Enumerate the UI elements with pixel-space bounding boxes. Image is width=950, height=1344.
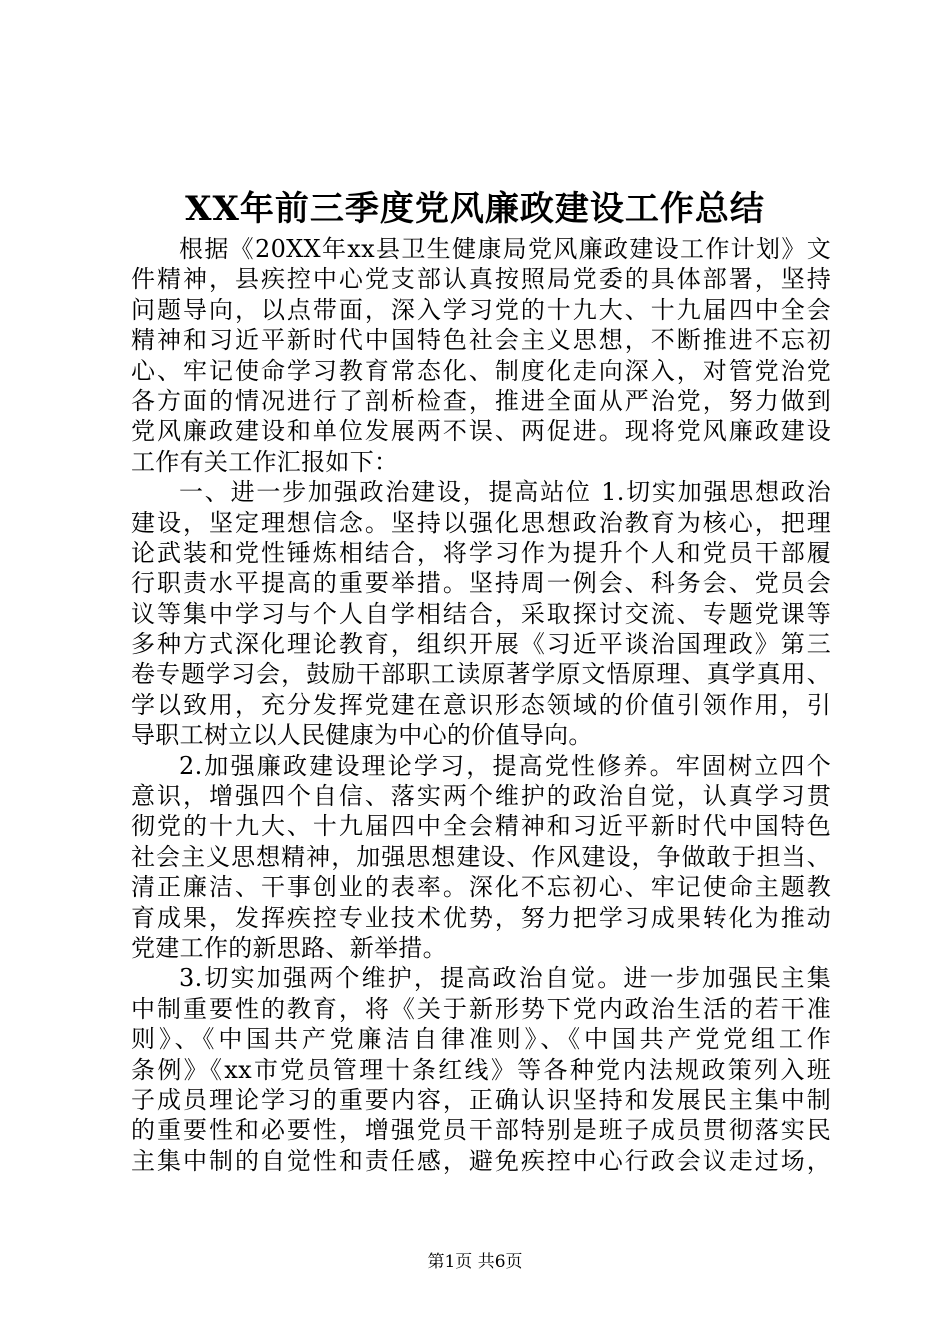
text-line: 心、牢记使命学习教育常态化、制度化走向深入，对管党治党 (131, 356, 831, 385)
text-line: 件精神，县疾控中心党支部认真按照局党委的具体部署，坚持 (131, 265, 831, 294)
document-title: XX年前三季度党风廉政建设工作总结 (185, 189, 765, 229)
text-line: 各方面的情况进行了剖析检查，推进全面从严治党，努力做到 (131, 386, 831, 415)
text-line: 根据《20XX年xx县卫生健康局党风廉政建设工作计划》文 (179, 235, 831, 263)
text-line: 论武装和党性锤炼相结合，将学习作为提升个人和党员干部履 (131, 538, 831, 567)
text-line: 中制重要性的教育，将《关于新形势下党内政治生活的若干准 (131, 994, 831, 1023)
text-line: 问题导向，以点带面，深入学习党的十九大、十九届四中全会 (131, 295, 831, 324)
page-footer: 第1页 共6页 (427, 1252, 523, 1272)
text-line: 条例》《xx市党员管理十条红线》等各种党内法规政策列入班 (131, 1055, 831, 1084)
text-line: 社会主义思想精神，加强思想建设、作风建设，争做敢于担当、 (131, 842, 831, 871)
text-line: 行职责水平提高的重要举措。坚持周一例会、科务会、党员会 (131, 569, 831, 598)
text-line: 2.加强廉政建设理论学习，提高党性修养。牢固树立四个 (179, 751, 831, 780)
document-body (131, 234, 831, 1176)
text-line: 意识，增强四个自信、落实两个维护的政治自觉，认真学习贯 (131, 782, 831, 811)
text-line: 卷专题学习会，鼓励干部职工读原著学原文悟原理、真学真用、 (131, 660, 831, 689)
text-line: 建设，坚定理想信念。坚持以强化思想政治教育为核心，把理 (131, 508, 831, 537)
text-line: 彻党的十九大、十九届四中全会精神和习近平新时代中国特色 (131, 812, 831, 841)
text-line: 精神和习近平新时代中国特色社会主义思想，不断推进不忘初 (131, 326, 831, 355)
text-line: 主集中制的自觉性和责任感，避免疾控中心行政会议走过场， (131, 1146, 831, 1175)
text-line: 工作有关工作汇报如下： (131, 447, 399, 476)
text-line: 多种方式深化理论教育，组织开展《习近平谈治国理政》第三 (131, 630, 831, 659)
text-line: 学以致用，充分发挥党建在意识形态领域的价值引领作用，引 (131, 690, 831, 719)
text-line: 的重要性和必要性，增强党员干部特别是班子成员贯彻落实民 (131, 1116, 831, 1145)
text-line: 3.切实加强两个维护，提高政治自觉。进一步加强民主集 (179, 964, 831, 993)
text-line: 一、进一步加强政治建设，提高站位 1.切实加强思想政治 (179, 478, 831, 507)
text-line: 议等集中学习与个人自学相结合，采取探讨交流、专题党课等 (131, 599, 831, 628)
text-line: 则》、《中国共产党廉洁自律准则》、《中国共产党党组工作 (131, 1025, 831, 1054)
text-line: 子成员理论学习的重要内容，正确认识坚持和发展民主集中制 (131, 1085, 831, 1114)
text-line: 党风廉政建设和单位发展两不误、两促进。现将党风廉政建设 (131, 417, 831, 446)
text-line: 导职工树立以人民健康为中心的价值导向。 (131, 721, 593, 750)
text-line: 育成果，发挥疾控专业技术优势，努力把学习成果转化为推动 (131, 903, 831, 932)
text-line: 党建工作的新思路、新举措。 (131, 933, 447, 962)
text-line: 清正廉洁、干事创业的表率。深化不忘初心、牢记使命主题教 (131, 873, 831, 902)
